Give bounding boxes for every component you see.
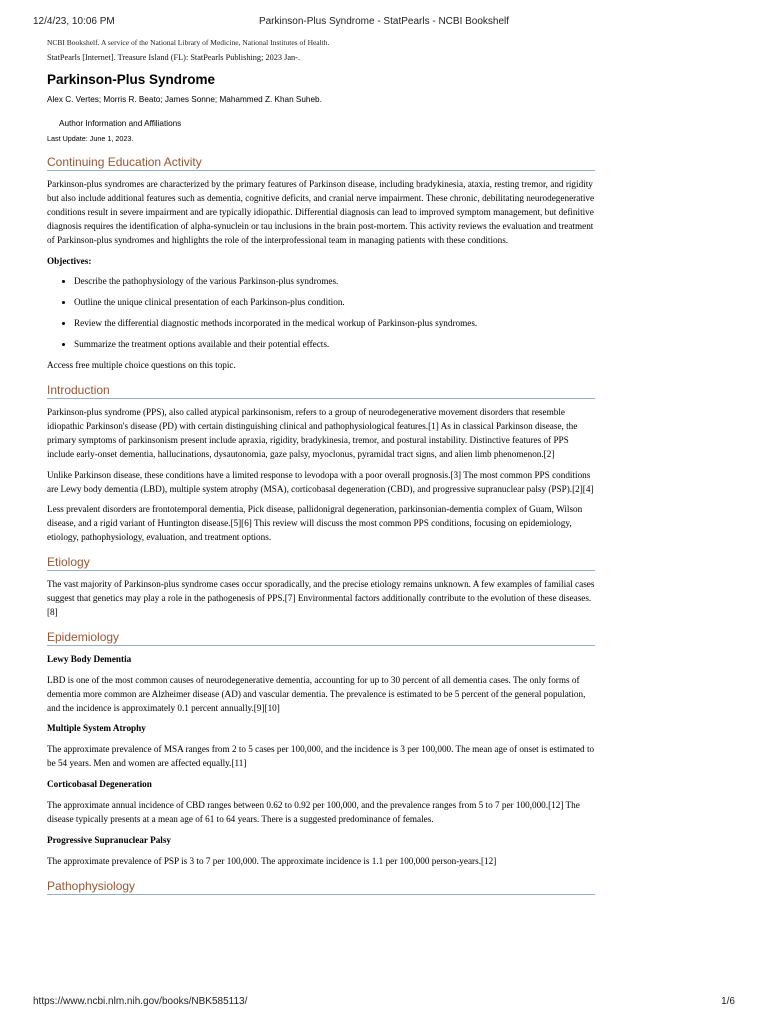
last-update: Last Update: June 1, 2023. xyxy=(47,134,134,143)
print-footer xyxy=(33,996,735,1010)
objective-item: • Review the differential diagnostic methods incorporated in the medical workup of Parkinson-plus syndromes. xyxy=(74,317,595,331)
bookshelf-notice: NCBI Bookshelf. A service of the National Library of Medicine, National Institutes of Health. xyxy=(47,38,330,47)
section-heading-introduction: Introduction xyxy=(47,383,595,399)
cbd-subheading: Corticobasal Degeneration xyxy=(47,779,152,790)
citation: StatPearls [Internet]. Treasure Island (FL): StatPearls Publishing; 2023 Jan-. xyxy=(47,53,301,62)
section-heading-pathophysiology: Pathophysiology xyxy=(47,879,595,895)
page-title: Parkinson-Plus Syndrome xyxy=(47,72,216,87)
print-page-title: Parkinson-Plus Syndrome - StatPearls - NCBI Bookshelf xyxy=(258,16,510,27)
msa-subheading: Multiple System Atrophy xyxy=(47,723,146,734)
intro-paragraph-2: Unlike Parkinson disease, these conditions have a limited response to levodopa with a poor overall prognosis.[3] The most common PPS conditions are Lewy body dementia (LBD), multiple system atrophy (MSA), corticobasal degeneration (CBD), and progressive supranuclear palsy (PSP).[2][4] xyxy=(47,469,594,494)
document-body xyxy=(47,38,595,902)
cea-paragraph: Parkinson-plus syndromes are characterized by the primary features of Parkinson disease, including bradykinesia, ataxia, resting tremor, and rigidity but also include additional features such as dementia, cognitive deficits, and cranial nerve impairment. These chronic, debilitating neurodegenerative conditions result in severe impairment and are typically idiopathic. Differential diagnosis can lead to improved symptom management, but definitive diagnosis requires the identification of alpha-synuclein or tau inclusions in the brain post-mortem. This activity reviews the evaluation and treatment of Parkinson-plus syndromes and highlights the role of the interprofessional team in managing patients with these conditions. xyxy=(47,179,595,245)
access-questions-link[interactable]: Access free multiple choice questions on this topic. xyxy=(47,360,236,371)
intro-paragraph-3: Less prevalent disorders are frontotemporal dementia, Pick disease, pallidonigral degeneration, parkinsonian-dementia complex of Guam, Wilson disease, and a rigid variant of Huntington disease.[5][6] This review will discuss the most common PPS conditions, focusing on epidemiology, etiology, pathophysiology, evaluation, and treatment options. xyxy=(47,504,583,543)
print-header xyxy=(33,16,735,30)
objective-item: • Describe the pathophysiology of the various Parkinson-plus syndromes. xyxy=(74,275,595,289)
objective-item: • Summarize the treatment options available and their potential effects. xyxy=(74,338,595,352)
lbd-paragraph: LBD is one of the most common causes of neurodegenerative dementia, accounting for up to 30 percent of all dementia cases. The only forms of dementia more common are Alzheimer disease (AD) and vascular dementia. The prevalence is estimated to be 5 percent of the general population, and the incidence is approximately 0.1 percent annually.[9][10] xyxy=(47,674,586,713)
section-heading-etiology: Etiology xyxy=(47,555,595,571)
objective-item: • Outline the unique clinical presentation of each Parkinson-plus condition. xyxy=(74,296,595,310)
print-page-number: 1/6 xyxy=(721,996,735,1007)
psp-paragraph: The approximate prevalence of PSP is 3 to 7 per 100,000. The approximate incidence is 1.1 per 100,000 person-years.[12] xyxy=(47,855,497,866)
authors: Alex C. Vertes; Morris R. Beato; James Sonne; Mahammed Z. Khan Suheb. xyxy=(47,95,322,104)
lbd-subheading: Lewy Body Dementia xyxy=(47,653,132,664)
section-heading-continuing-education: Continuing Education Activity xyxy=(47,155,595,171)
psp-subheading: Progressive Supranuclear Palsy xyxy=(47,834,172,845)
intro-paragraph-1: Parkinson-plus syndrome (PPS), also called atypical parkinsonism, refers to a group of neurodegenerative movement disorders that resemble idiopathic Parkinson's disease (PD) with certain distinguishing clinical and pathophysiological features.[1] As in classical Parkinson disease, the primary symptoms of parkinsonism present include apraxia, rigidity, bradykinesia, tremor, and postural instability. Distinctive features of PPS include early-onset dementia, hallucinations, dysautonomia, gaze palsy, myoclonus, pyramidal tract signs, and alien limb phenomenon.[2] xyxy=(47,406,578,459)
msa-paragraph: The approximate prevalence of MSA ranges from 2 to 5 cases per 100,000, and the incidence is 3 per 100,000. The mean age of onset is estimated to be 54 years. Men and women are affected equally.[11] xyxy=(47,744,595,769)
objectives-list xyxy=(47,275,595,352)
etiology-paragraph: The vast majority of Parkinson-plus syndrome cases occur sporadically, and the precise etiology remains unknown. A few examples of familial cases suggest that genetics may play a role in the pathogenesis of PPS.[7] Environmental factors additionally contribute to the evolution of these diseases.[8] xyxy=(47,579,595,617)
objectives-label: Objectives: xyxy=(47,255,92,266)
cbd-paragraph: The approximate annual incidence of CBD ranges between 0.62 to 0.92 per 100,000, and the prevalence ranges from 5 to 7 per 100,000.[12] The disease typically presents at a mean age of 61 to 64 years. There is a suggested predominance of females. xyxy=(47,800,580,824)
author-affiliations-link[interactable]: Author Information and Affiliations xyxy=(59,119,182,128)
section-heading-epidemiology: Epidemiology xyxy=(47,630,595,646)
print-url: https://www.ncbi.nlm.nih.gov/books/NBK585113/ xyxy=(33,996,248,1007)
print-datetime: 12/4/23, 10:06 PM xyxy=(33,16,115,27)
